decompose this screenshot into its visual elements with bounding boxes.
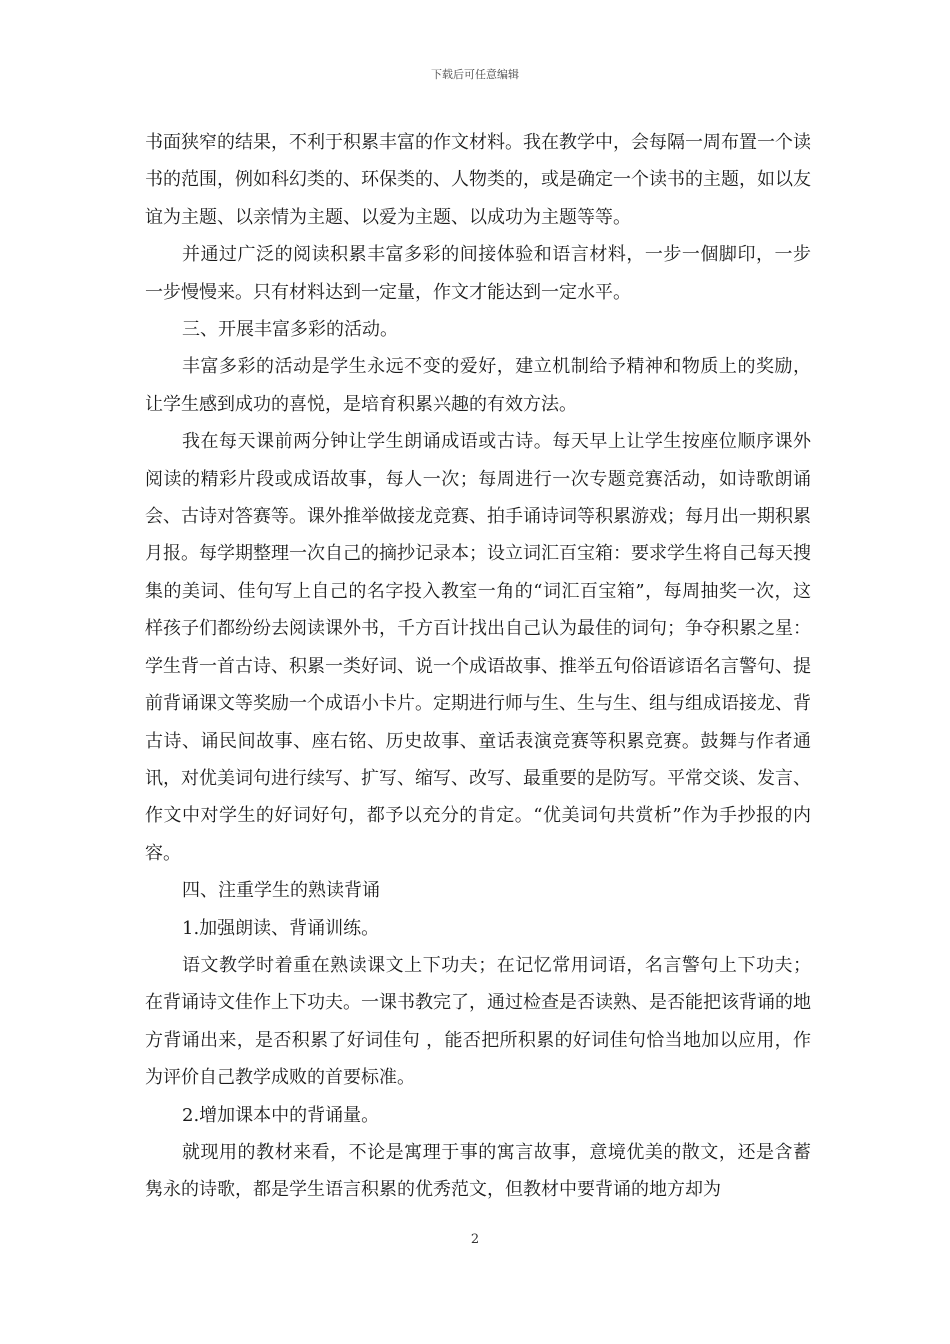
paragraph-1: 书面狭窄的结果，不利于积累丰富的作文材料。我在教学中，会每隔一周布置一个读书的范围，例如科幻类的、环保类的、人物类的，或是确定一个读书的主题，如以友谊为主题、以亲情为主题、以爱为主题、以成功为主题等等。	[145, 132, 811, 228]
page-number: 2	[470, 1232, 480, 1247]
paragraph-8: 语文教学时着重在熟读课文上下功夫；在记忆常用词语，名言警句上下功夫；在背诵诗文佳作上下功夫。一课书教完了，通过检查是否读熟、是否能把该背诵的地方背诵出来，是否积累了好词佳句 ，能否把所积累的好词佳句恰当地加以应用，作为评价自己教学成败的首要标准。	[145, 954, 811, 1089]
subheading-1: 1.加强朗读、背诵训练。	[182, 917, 380, 939]
document-body	[145, 124, 811, 1209]
subheading-2: 2.增加课本中的背诵量。	[182, 1104, 380, 1126]
paragraph-10: 就现用的教材来看，不论是寓理于事的寓言故事，意境优美的散文，还是含蓄隽永的诗歌，都是学生语言积累的优秀范文，但教材中要背诵的地方却为	[145, 1141, 811, 1201]
page-header: 下载后可任意编辑	[431, 68, 519, 81]
paragraph-4: 丰富多彩的活动是学生永远不变的爱好，建立机制给予精神和物质上的奖励，让学生感到成功的喜悦，是培育积累兴趣的有效方法。	[145, 356, 811, 415]
section-heading-3: 三、开展丰富多彩的活动。	[182, 319, 398, 341]
paragraph-2: 并通过广泛的阅读积累丰富多彩的间接体验和语言材料，一步一個脚印，一步一步慢慢来。只有材料达到一定量，作文才能达到一定水平。	[145, 244, 811, 303]
section-heading-4: 四、注重学生的熟读背诵	[182, 880, 380, 902]
paragraph-5: 我在每天课前两分钟让学生朗诵成语或古诗。每天早上让学生按座位顺序课外阅读的精彩片段或成语故事，每人一次；每周进行一次专题竞赛活动，如诗歌朗诵会、古诗对答赛等。课外推举做接龙竞赛、拍手诵诗词等积累游戏；每月出一期积累月报。每学期整理一次自己的摘抄记录本；设立词汇百宝箱：要求学生将自己每天搜集的美词、佳句写上自己的名字投入教室一角的“词汇百宝箱”，每周抽奖一次，这样孩子们都纷纷去阅读课外书，千方百计找出自己认为最佳的词句；争夺积累之星：学生背一首古诗、积累一类好词、说一个成语故事、推举五句俗语谚语名言警句、提前背诵课文等奖励一个成语小卡片。定期进行师与生、生与生、组与组成语接龙、背古诗、诵民间故事、座右铭、历史故事、童话表演竞赛等积累竞赛。鼓舞与作者通讯，对优美词句进行续写、扩写、缩写、改写、最重要的是防写。平常交谈、发言、作文中对学生的好词好句，都予以充分的肯定。“优美词句共赏析”作为手抄报的内容。	[145, 431, 811, 864]
